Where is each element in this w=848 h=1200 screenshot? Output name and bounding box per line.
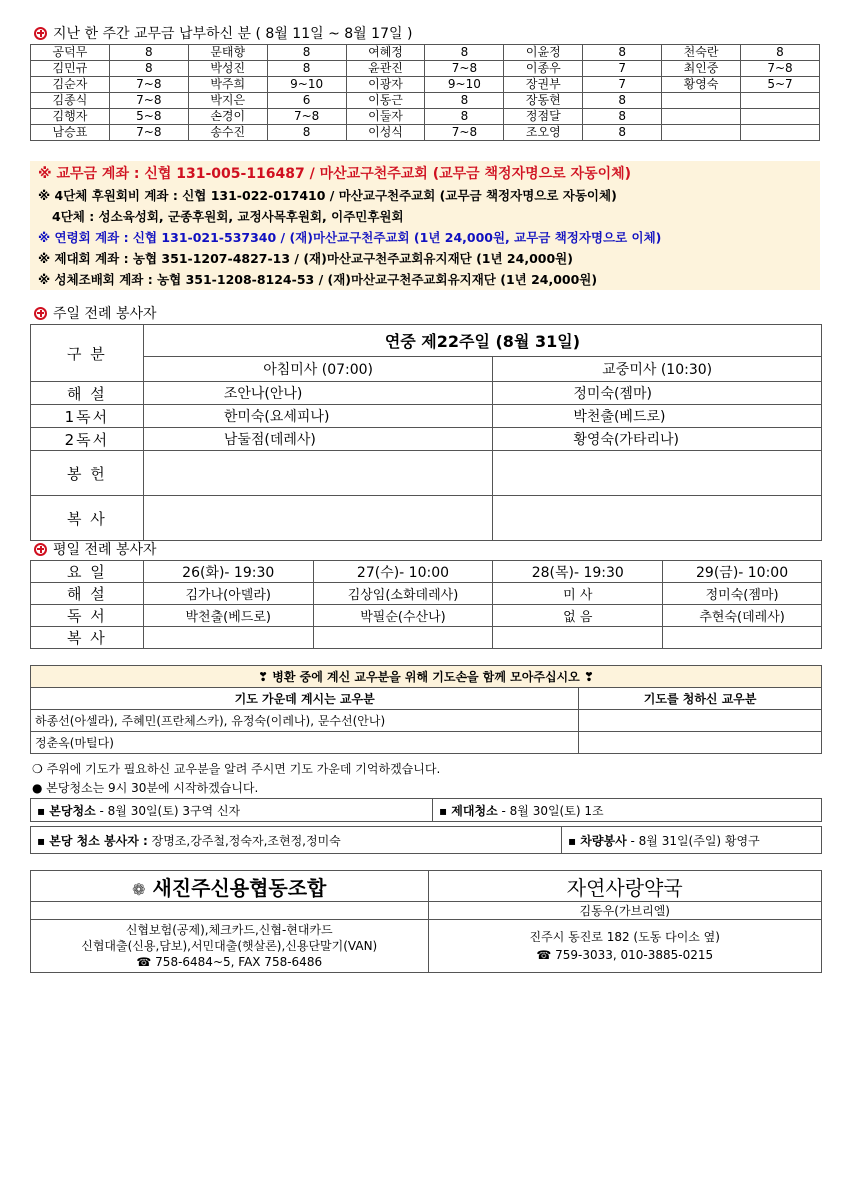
sunday-row bbox=[31, 382, 822, 405]
weekday-row bbox=[31, 627, 822, 649]
donor-months: 7~8 bbox=[425, 61, 504, 77]
sponsor-left-line: 신협보험(공제),체크카드,신협-현대카드 bbox=[125, 923, 333, 937]
prayer-table bbox=[30, 665, 822, 754]
sponsor-right-address: 진주시 동진로 182 (도동 다이소 옆) bbox=[529, 930, 720, 944]
sunday-section-title bbox=[34, 304, 157, 322]
weekday-header-row bbox=[31, 561, 822, 583]
role-label: 2독서 bbox=[31, 428, 144, 451]
volunteer-name: 정미숙(젬마) bbox=[493, 382, 822, 405]
donor-name: 문태향 bbox=[188, 45, 267, 61]
donor-months bbox=[741, 109, 820, 125]
donor-name: 이광자 bbox=[346, 77, 425, 93]
donor-months bbox=[741, 125, 820, 141]
donor-name: 천숙란 bbox=[662, 45, 741, 61]
mass2-header: 교중미사 (10:30) bbox=[493, 356, 822, 381]
volunteer-name: 미 사 bbox=[493, 583, 663, 605]
phone-icon: ☎ bbox=[136, 955, 152, 969]
volunteer-name: 한미숙(요세피나) bbox=[143, 405, 493, 428]
donor-months: 8 bbox=[583, 125, 662, 141]
mass1-header: 아침미사 (07:00) bbox=[143, 356, 493, 381]
notice-line: ※ 교무금 계좌 : 신협 131-005-116487 / 마산교구천주교회 (교무금 책정자명으로 자동이체) bbox=[38, 166, 632, 182]
donor-months: 7~8 bbox=[109, 93, 188, 109]
donor-name: 박지은 bbox=[188, 93, 267, 109]
role-label: 1독서 bbox=[31, 405, 144, 428]
vehicle-service-text: - 8월 31일(주일) 황영구 bbox=[626, 833, 760, 848]
donor-name: 김순자 bbox=[31, 77, 110, 93]
account-notice-box bbox=[30, 161, 820, 290]
notice-line: 4단체 : 성소육성회, 군종후원회, 교정사목후원회, 이주민후원회 bbox=[52, 209, 404, 224]
sunday-title: 주일 전례 봉사자 bbox=[53, 306, 157, 322]
volunteer-name: 김상임(소화데레사) bbox=[313, 583, 493, 605]
sponsor-left-line: 신협대출(신용,담보),서민대출(햇살론),신용단말기(VAN) bbox=[81, 939, 378, 953]
cross-circle-icon bbox=[34, 27, 47, 40]
donor-name bbox=[662, 125, 741, 141]
cross-circle-icon bbox=[34, 307, 47, 320]
donor-row bbox=[31, 109, 820, 125]
volunteer-name bbox=[663, 627, 822, 649]
donor-name: 이종우 bbox=[504, 61, 583, 77]
day-header: 28(목)- 19:30 bbox=[493, 561, 663, 583]
donor-months: 9~10 bbox=[267, 77, 346, 93]
sponsor-right-info bbox=[428, 920, 822, 973]
donor-name: 정점달 bbox=[504, 109, 583, 125]
day-header: 29(금)- 10:00 bbox=[663, 561, 822, 583]
sunday-row bbox=[31, 428, 822, 451]
donor-months: 7 bbox=[583, 61, 662, 77]
phone-icon: ☎ bbox=[536, 948, 552, 962]
volunteer-name: 박천출(베드로) bbox=[493, 405, 822, 428]
sponsor-left-empty bbox=[31, 902, 429, 920]
prayer-row-requester bbox=[579, 732, 822, 754]
altar-cleaning-cell bbox=[433, 799, 822, 822]
cleaning-note: ● 본당청소는 9시 30분에 시작하겠습니다. bbox=[32, 781, 259, 795]
cleaning-volunteers-label: ▪ 본당 청소 봉사자 : bbox=[37, 833, 148, 848]
donor-name: 장권부 bbox=[504, 77, 583, 93]
donor-months: 7 bbox=[583, 77, 662, 93]
donor-name: 윤관진 bbox=[346, 61, 425, 77]
donor-name: 남승표 bbox=[31, 125, 110, 141]
weekday-section-title bbox=[34, 540, 157, 558]
donor-months: 8 bbox=[425, 109, 504, 125]
donor-months: 8 bbox=[583, 93, 662, 109]
donor-months: 8 bbox=[583, 109, 662, 125]
donor-name: 박주희 bbox=[188, 77, 267, 93]
donors-table bbox=[30, 44, 820, 141]
donor-months: 7~8 bbox=[267, 109, 346, 125]
donor-months: 6 bbox=[267, 93, 346, 109]
role-label: 해 설 bbox=[31, 382, 144, 405]
donor-name: 이동근 bbox=[346, 93, 425, 109]
role-label: 복 사 bbox=[31, 496, 144, 541]
volunteer-name: 정미숙(젬마) bbox=[663, 583, 822, 605]
donor-row bbox=[31, 125, 820, 141]
donor-months: 7~8 bbox=[741, 61, 820, 77]
weekday-table bbox=[30, 560, 822, 649]
donor-name: 송수진 bbox=[188, 125, 267, 141]
donor-name: 이둘자 bbox=[346, 109, 425, 125]
prayer-note: ❍ 주위에 기도가 필요하신 교우분을 알려 주시면 기도 가운데 기억하겠습니다. bbox=[32, 762, 441, 776]
notice-line: ※ 4단체 후원회비 계좌 : 신협 131-022-017410 / 마산교구천주교회 (교무금 책정자명으로 자동이체) bbox=[38, 188, 617, 203]
donor-months: 8 bbox=[425, 45, 504, 61]
donor-name: 손경이 bbox=[188, 109, 267, 125]
volunteer-name bbox=[493, 451, 822, 496]
donor-name: 이윤정 bbox=[504, 45, 583, 61]
weekday-row bbox=[31, 583, 822, 605]
sponsors-table bbox=[30, 870, 822, 973]
prayer-row-names: 하종선(아셀라), 주혜민(프란체스카), 유정숙(이레나), 문수선(안나) bbox=[31, 710, 579, 732]
chores-table-2 bbox=[30, 826, 822, 854]
volunteer-name: 김가나(아델라) bbox=[143, 583, 313, 605]
donor-months: 8 bbox=[583, 45, 662, 61]
donor-months: 8 bbox=[109, 61, 188, 77]
sponsor-right-phone: 759-3033, 010-3885-0215 bbox=[555, 948, 714, 962]
weekday-title: 평일 전례 봉사자 bbox=[53, 542, 157, 558]
vehicle-service-cell bbox=[562, 827, 822, 854]
donor-months: 5~8 bbox=[109, 109, 188, 125]
volunteer-name bbox=[143, 496, 493, 541]
volunteer-name: 없 음 bbox=[493, 605, 663, 627]
donor-months: 8 bbox=[741, 45, 820, 61]
donors-section-title bbox=[34, 24, 412, 42]
donor-row bbox=[31, 93, 820, 109]
volunteer-name: 황영숙(가타리나) bbox=[493, 428, 822, 451]
church-cleaning-text: - 8월 30일(토) 3구역 신자 bbox=[95, 803, 241, 818]
role-label: 요 일 bbox=[31, 561, 144, 583]
category-label: 구 분 bbox=[31, 325, 144, 382]
role-label: 봉 헌 bbox=[31, 451, 144, 496]
donor-months bbox=[741, 93, 820, 109]
prayer-row-requester bbox=[579, 710, 822, 732]
sunday-row bbox=[31, 496, 822, 541]
donor-row bbox=[31, 61, 820, 77]
prayer-row-names: 정춘옥(마틸다) bbox=[31, 732, 579, 754]
donor-row bbox=[31, 45, 820, 61]
donor-name: 최인중 bbox=[662, 61, 741, 77]
donor-months: 8 bbox=[267, 45, 346, 61]
day-header: 26(화)- 19:30 bbox=[143, 561, 313, 583]
prayer-col2: 기도를 청하신 교우분 bbox=[579, 688, 822, 710]
volunteer-name bbox=[143, 627, 313, 649]
donor-name: 공덕무 bbox=[31, 45, 110, 61]
donor-row bbox=[31, 77, 820, 93]
donor-months: 8 bbox=[267, 61, 346, 77]
donor-name: 장동현 bbox=[504, 93, 583, 109]
credit-union-logo-icon: ❁ bbox=[132, 879, 146, 899]
volunteer-name: 추현숙(데레사) bbox=[663, 605, 822, 627]
donor-months: 8 bbox=[267, 125, 346, 141]
prayer-title: ❣ 병환 중에 계신 교우분을 위해 기도손을 함께 모아주십시오 ❣ bbox=[31, 666, 822, 688]
altar-cleaning-text: - 8월 30일(토) 1조 bbox=[497, 803, 604, 818]
donor-months: 9~10 bbox=[425, 77, 504, 93]
sunday-heading: 연중 제22주일 (8월 31일) bbox=[143, 325, 821, 357]
donor-name: 박성진 bbox=[188, 61, 267, 77]
donor-name: 여혜정 bbox=[346, 45, 425, 61]
volunteer-name: 박천출(베드로) bbox=[143, 605, 313, 627]
volunteer-name bbox=[493, 496, 822, 541]
notice-line: ※ 제대회 계좌 : 농협 351-1207-4827-13 / (재)마산교구천주교회유지재단 (1년 24,000원) bbox=[38, 251, 573, 266]
sponsor-right-name: 자연사랑약국 bbox=[428, 871, 822, 902]
altar-cleaning-label: ▪ 제대청소 bbox=[439, 803, 498, 818]
donor-name bbox=[662, 93, 741, 109]
sponsor-left-name: 새진주신용협동조합 bbox=[152, 875, 327, 900]
sunday-row bbox=[31, 405, 822, 428]
notice-line: ※ 연령회 계좌 : 신협 131-021-537340 / (재)마산교구천주교회 (1년 24,000원, 교무금 책정자명으로 이체) bbox=[38, 230, 662, 245]
prayer-col1: 기도 가운데 계시는 교우분 bbox=[31, 688, 579, 710]
sponsor-left-phone: 758-6484~5, FAX 758-6486 bbox=[155, 955, 323, 969]
volunteer-name bbox=[493, 627, 663, 649]
role-label: 독 서 bbox=[31, 605, 144, 627]
sunday-row bbox=[31, 451, 822, 496]
donor-months: 7~8 bbox=[425, 125, 504, 141]
role-label: 복 사 bbox=[31, 627, 144, 649]
cleaning-volunteers-cell bbox=[31, 827, 562, 854]
volunteer-name: 조안나(안나) bbox=[143, 382, 493, 405]
donor-name: 황영숙 bbox=[662, 77, 741, 93]
cleaning-volunteers-text: 장명조,강주철,정숙자,조현정,정미숙 bbox=[147, 833, 341, 848]
cross-circle-icon bbox=[34, 543, 47, 556]
donor-name bbox=[662, 109, 741, 125]
sunday-table bbox=[30, 324, 822, 541]
weekday-row bbox=[31, 605, 822, 627]
day-header: 27(수)- 10:00 bbox=[313, 561, 493, 583]
church-cleaning-label: ▪ 본당청소 bbox=[37, 803, 96, 818]
sponsor-left-info bbox=[31, 920, 429, 973]
church-cleaning-cell bbox=[31, 799, 433, 822]
chores-table bbox=[30, 798, 822, 822]
donor-name: 이성식 bbox=[346, 125, 425, 141]
volunteer-name bbox=[143, 451, 493, 496]
vehicle-service-label: ▪ 차량봉사 bbox=[568, 833, 627, 848]
notice-line: ※ 성체조배회 계좌 : 농협 351-1208-8124-53 / (재)마산교구천주교회유지재단 (1년 24,000원) bbox=[38, 272, 598, 287]
donor-months: 8 bbox=[109, 45, 188, 61]
donor-months: 5~7 bbox=[741, 77, 820, 93]
donor-name: 김행자 bbox=[31, 109, 110, 125]
sponsor-right-owner: 김동우(가브리엘) bbox=[428, 902, 822, 920]
donor-months: 7~8 bbox=[109, 125, 188, 141]
sponsor-left-name-cell bbox=[31, 871, 429, 902]
donor-months: 8 bbox=[425, 93, 504, 109]
volunteer-name bbox=[313, 627, 493, 649]
volunteer-name: 남둘점(데레사) bbox=[143, 428, 493, 451]
donor-months: 7~8 bbox=[109, 77, 188, 93]
donor-name: 김종식 bbox=[31, 93, 110, 109]
donors-title: 지난 한 주간 교무금 납부하신 분 ( 8월 11일 ~ 8월 17일 ) bbox=[53, 26, 413, 42]
donor-name: 김민규 bbox=[31, 61, 110, 77]
volunteer-name: 박필순(수산나) bbox=[313, 605, 493, 627]
donor-name: 조오영 bbox=[504, 125, 583, 141]
role-label: 해 설 bbox=[31, 583, 144, 605]
